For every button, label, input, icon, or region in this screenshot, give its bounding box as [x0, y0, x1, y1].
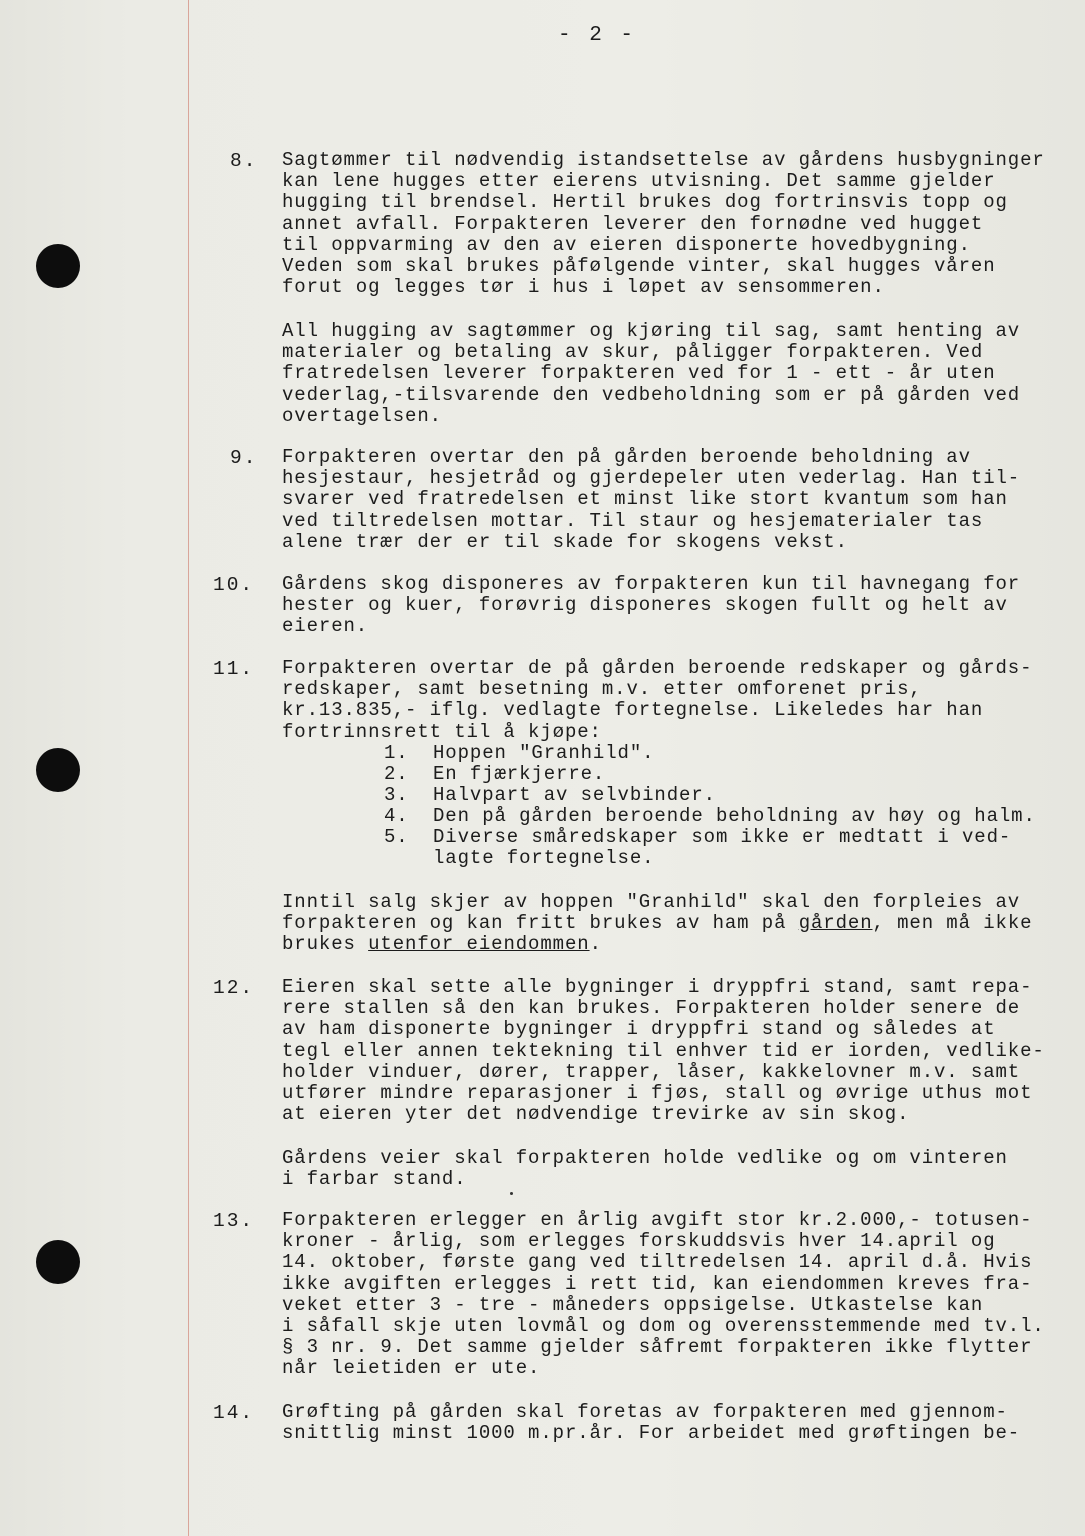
margin-rule [188, 0, 189, 1536]
ink-speck [510, 1192, 513, 1195]
page-number: - 2 - [558, 24, 637, 47]
text-line: Inntil salg skjer av hoppen "Granhild" skal den forpleies av [282, 891, 1021, 913]
section-number: 9. [230, 447, 258, 469]
list-item: Hoppen "Granhild". [433, 742, 655, 764]
section-number: 10. [213, 574, 255, 596]
list-number: 1. [384, 742, 409, 764]
paragraph: Gårdens skog disponeres av forpakteren kun til havnegang for hester og kuer, forøvrig disponeres skogen fullt og helt av eieren. [282, 573, 1021, 638]
punch-hole [36, 1240, 80, 1284]
list-item: En fjærkjerre. [433, 763, 606, 785]
paragraph: All hugging av sagtømmer og kjøring til sag, samt henting av materialer og betaling av skur, påligger forpakteren. Ved fratredelsen leverer forpakteren ved for 1 - ett - år uten vederlag,-tilsvarende den vedbeholdning som er på gården ved overtagelsen. [282, 320, 1021, 427]
text-span: . [589, 933, 602, 956]
list-item: Den på gården beroende beholdning av høy og halm. [433, 805, 1036, 827]
section-number: 13. [213, 1210, 255, 1232]
list-item: Halvpart av selvbinder. [433, 784, 716, 806]
text-span: brukes [282, 933, 369, 956]
underlined-text: utenfor eiendommen [368, 933, 590, 956]
section-number: 14. [213, 1402, 255, 1424]
underlined-text: gården [798, 912, 873, 935]
paragraph: Eieren skal sette alle bygninger i dryppfri stand, samt repa- rere stallen så den kan brukes. Forpakteren holder senere de av ham disponerte bygninger i dryppfri stand og således at tegl eller annen tektekning til enhver tid er iorden, vedlike- holder vinduer, dører, trapper, låser, kakkelovner m.v. samt utfører mindre reparasjoner i fjøs, stall og øvrige uthus mot at eieren yter det nødvendige trevirke av sin skog. [282, 976, 1045, 1126]
list-number: 4. [384, 805, 409, 827]
section-number: 12. [213, 977, 255, 999]
list-number: 5. [384, 826, 409, 848]
text-span: , men må ikke [872, 912, 1033, 935]
paragraph: Forpakteren overtar de på gården beroende redskaper og gårds- redskaper, samt besetning m.v. etter omforenet pris, kr.13.835,- iflg. vedlagte fortegnelse. Likeledes har han fortrinnsrett til å kjøpe: [282, 657, 1033, 743]
section-number: 11. [213, 658, 255, 680]
punch-hole [36, 244, 80, 288]
punch-hole [36, 748, 80, 792]
paragraph: Forpakteren overtar den på gården beroende beholdning av hesjestaur, hesjetråd og gjerdepeler uten vederlag. Han til- svarer ved fratredelsen et minst like stort kvantum som han ved tiltredelsen mottar. Til staur og hesjematerialer tas alene trær der er til skade for skogens vekst. [282, 446, 1021, 553]
list-item: Diverse småredskaper som ikke er medtatt i ved- lagte fortegnelse. [433, 826, 1012, 870]
list-number: 2. [384, 763, 409, 785]
list-number: 3. [384, 784, 409, 806]
paragraph: Grøfting på gården skal foretas av forpakteren med gjennom- snittlig minst 1000 m.pr.år. For arbeidet med grøftingen be- [282, 1401, 1021, 1445]
paragraph: Sagtømmer til nødvendig istandsettelse av gårdens husbygninger kan lene hugges etter eierens utvisning. Det samme gjelder hugging til brendsel. Hertil brukes dog fortrinsvis topp og annet avfall. Forpakteren leverer den fornødne ved hugget til oppvarming av den av eieren disponerte hovedbygning. Veden som skal brukes påfølgende vinter, skal hugges våren forut og legges tør i hus i løpet av sensommeren. [282, 149, 1045, 299]
paragraph: Forpakteren erlegger en årlig avgift stor kr.2.000,- totusen- kroner - årlig, som erlegges forskuddsvis hver 14.april og 14. oktober, første gang ved tiltredelsen 14. april d.å. Hvis ikke avgiften erlegges i rett tid, kan eiendommen kreves fra- veket etter 3 - tre - måneders oppsigelse. Utkastelse kan i såfall skje uten lovmål og dom og overensstemmende med tv.l. § 3 nr. 9. Det samme gjelder såfremt forpakteren ikke flytter når leietiden er ute. [282, 1209, 1045, 1380]
paragraph [282, 892, 1072, 956]
section-number: 8. [230, 150, 258, 172]
paragraph: Gårdens veier skal forpakteren holde vedlike og om vinteren i farbar stand. [282, 1147, 1008, 1191]
text-span: forpakteren og kan fritt brukes av ham på [282, 912, 799, 935]
